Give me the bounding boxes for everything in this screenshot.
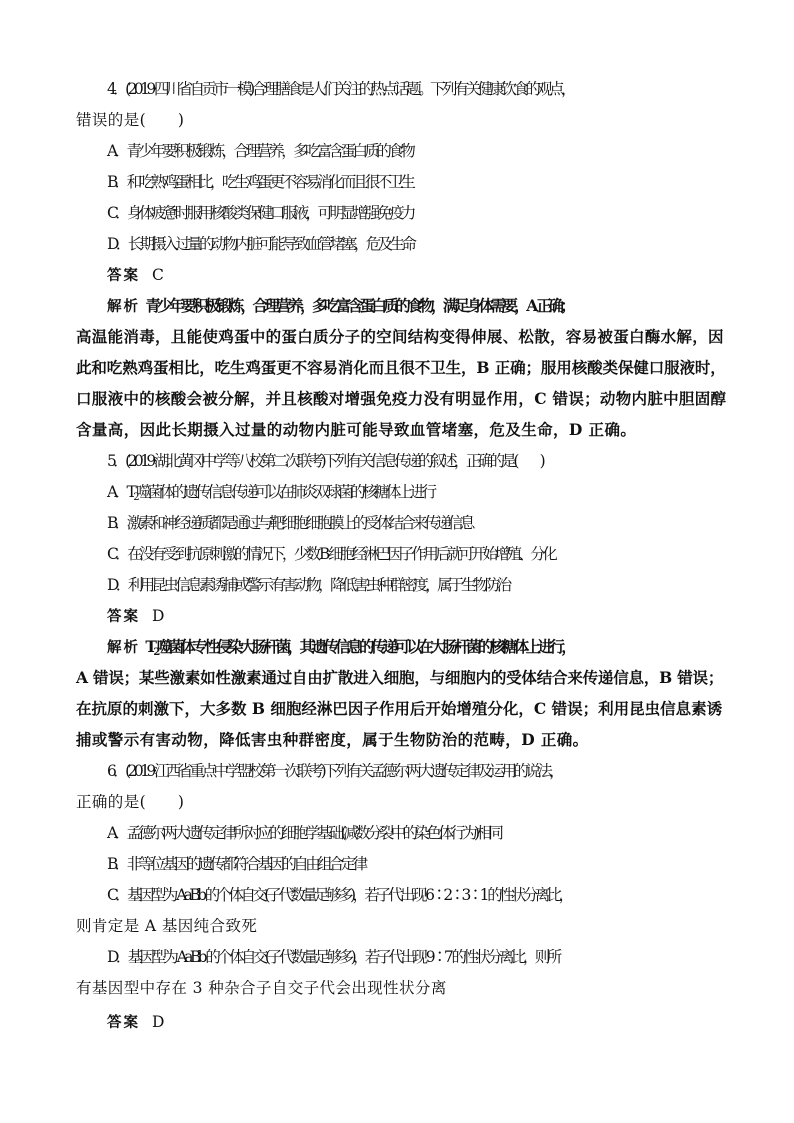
analysis-label: 解析	[107, 299, 140, 315]
q4-answer	[107, 265, 757, 286]
q5-analysis-line3: 在抗原的刺激下，大多数 B 细胞经淋巴因子作用后开始增殖分化，C 错误；利用昆虫信息素诱	[76, 699, 723, 718]
q5-option-b: B．激素和神经递质都是通过与靶细胞细胞膜上的受体结合来传递信息	[107, 514, 472, 532]
q6-option-b: B．非等位基因的遗传都符合基因的自由组合定律	[107, 855, 365, 873]
answer-label: 答案	[107, 268, 140, 284]
q4-stem-line2: 错误的是( )	[76, 111, 185, 129]
q5-option-c: C．在没有受到抗原刺激的情况下，少数 B 细胞经淋巴因子作用后就可开始增殖、分化	[107, 545, 555, 563]
answer-label: 答案	[107, 609, 140, 625]
q6-stem-line1: 6．(2019·江西省重点中学盟校第一次联考)下列有关孟德尔两大遗传定律及运用的说法，	[107, 762, 562, 780]
q5-analysis-line4: 捕或警示有害动物，降低害虫种群密度，属于生物防治的范畴，D 正确。	[76, 730, 589, 749]
q6-option-d-line1: D．基因型为 AaBb 的个体自交(子代数量足够多)，若子代出现 9∶7 的性状分离比，则所	[107, 948, 559, 966]
q6-answer	[107, 1012, 757, 1033]
q4-option-a: A．青少年要积极锻炼，合理营养，多吃富含蛋白质的食物	[107, 142, 413, 160]
q4-option-b: B．和吃熟鸡蛋相比，吃生鸡蛋更不容易消化而且很不卫生	[107, 173, 413, 191]
q4-option-c: C．身体疲惫时服用核酸类保健口服液，可明显增强免疫力	[107, 204, 413, 222]
analysis-text: 噬菌体专性侵染大肠杆菌，其遗传信息的传递可以在大肠杆菌的核糖体上进行，	[156, 637, 574, 656]
q4-stem-line1: 4．(2019·四川省自贡市一模)合理膳食是人们关注的热点话题。下列有关健康饮食的观点，	[107, 80, 573, 98]
q4-analysis-line2: 高温能消毒，且能使鸡蛋中的蛋白质分子的空间结构变得伸展、松散，容易被蛋白酶水解，因	[76, 327, 724, 346]
option-a-subscript: 2	[133, 492, 136, 503]
q5-option-d: D．利用昆虫信息素诱捕或警示有害动物，降低害虫种群密度，属于生物防治	[107, 576, 509, 594]
answer-label: 答案	[107, 1015, 140, 1031]
analysis-prefix: T	[145, 637, 154, 656]
q4-analysis-line3: 此和吃熟鸡蛋相比，吃生鸡蛋更不容易消化而且很不卫生，B 正确；服用核酸类保健口服液时，	[76, 358, 726, 377]
q6-stem-line2: 正确的是( )	[76, 793, 185, 811]
q6-option-c-line1: C．基因型为 AaBb 的个体自交(子代数量足够多)，若子代出现 6∶2∶3∶1 的性状分离比，	[107, 886, 571, 904]
analysis-label: 解析	[107, 640, 140, 656]
answer-value: D	[152, 607, 161, 625]
q5-analysis-line2: A 错误；某些激素如性激素通过自由扩散进入细胞，与细胞内的受体结合来传递信息，B 错误；	[76, 668, 724, 687]
analysis-text: 青少年要积极锻炼，合理营养，多吃富含蛋白质的食物，满足身体需要，A 正确；	[145, 296, 573, 315]
q6-option-a: A．孟德尔两大遗传定律所对应的细胞学基础(减数分裂中的染色体行为)相同	[107, 824, 501, 842]
option-a-prefix: A．T	[107, 483, 134, 501]
q6-option-d-line2: 有基因型中存在 3 种杂合子自交子代会出现性状分离	[76, 979, 447, 997]
answer-value: D	[152, 1013, 161, 1031]
q5-answer	[107, 606, 757, 627]
q5-stem-line1: 5．(2019·湖北黄冈中学等八校第二次联考)下列有关信息传递的叙述，正确的是( )	[107, 452, 543, 470]
analysis-subscript: 2	[153, 647, 157, 658]
q5-analysis-line1	[107, 637, 757, 663]
q4-analysis-line5: 含量高，因此长期摄入过量的动物内脏可能导致血管堵塞，危及生命，D 正确。	[76, 420, 637, 439]
answer-value: C	[152, 266, 161, 284]
q4-analysis-line4: 口服液中的核酸会被分解，并且核酸对增强免疫力没有明显作用，C 错误；动物内脏中胆固醇	[76, 389, 727, 408]
q4-analysis-line1	[107, 296, 757, 317]
q4-option-d: D．长期摄入过量的动物内脏可能导致血管堵塞，危及生命	[107, 235, 414, 253]
q6-option-c-line2: 则肯定是 A 基因纯合致死	[76, 917, 258, 935]
option-a-text: 噬菌体的遗传信息传递可以在肺炎双球菌的核糖体上进行	[136, 483, 434, 501]
q5-option-a	[107, 482, 757, 508]
